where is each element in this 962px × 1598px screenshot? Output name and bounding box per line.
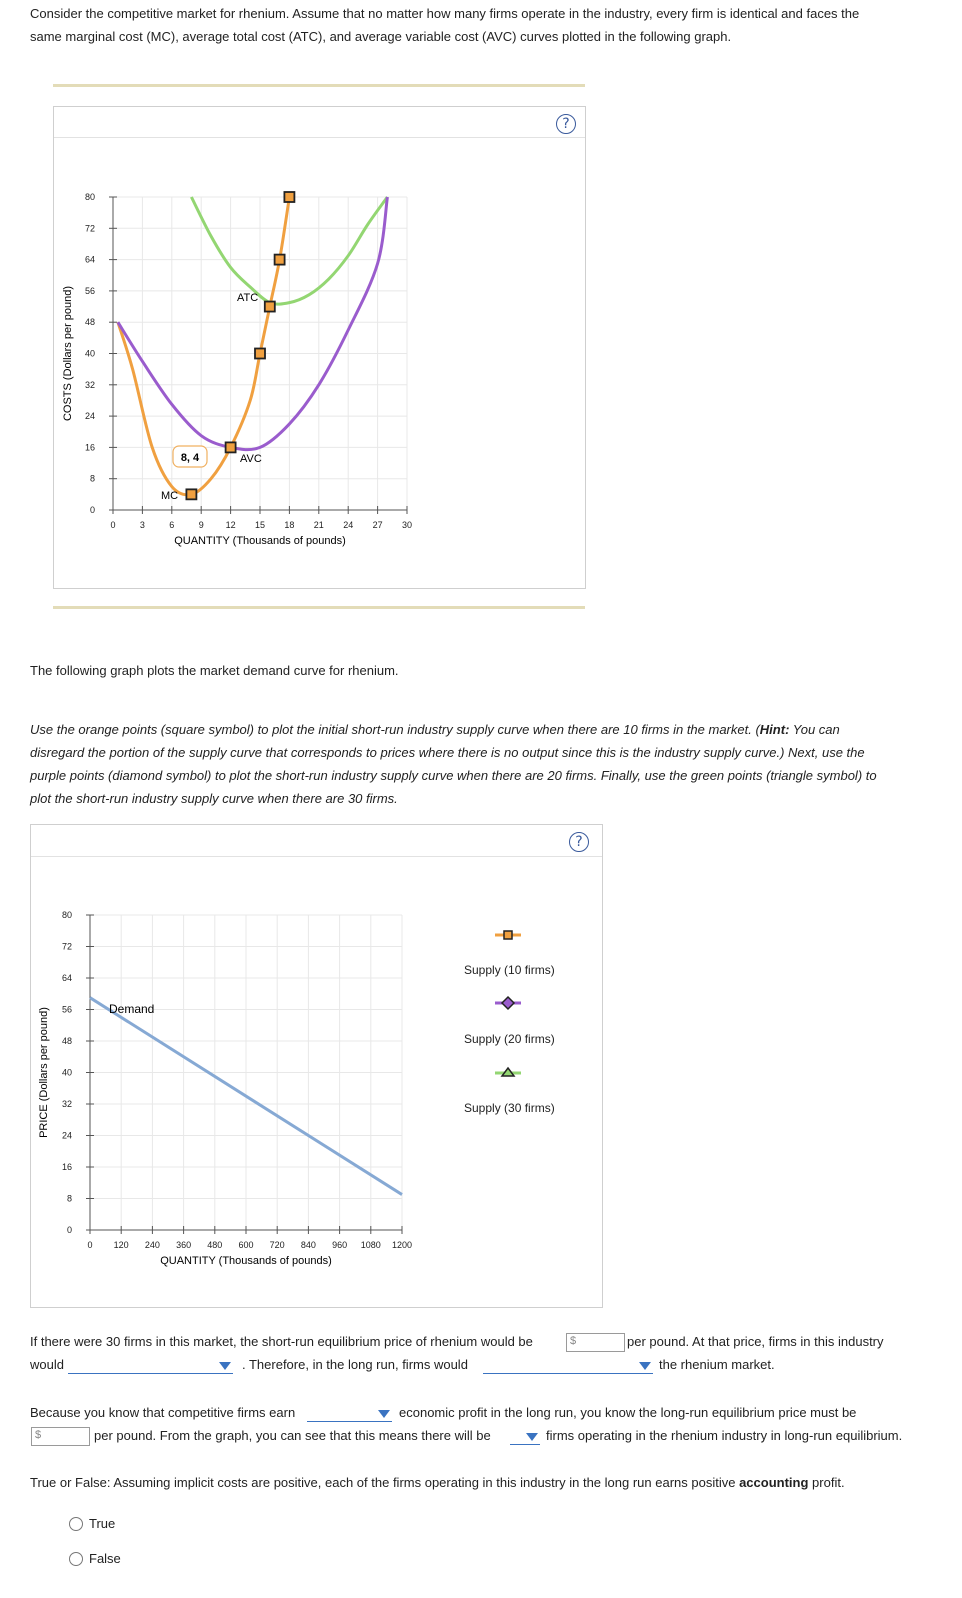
x-tick-label: 120 [113,1240,129,1250]
hint-label: Hint: [759,722,790,737]
y-tick-label: 56 [84,285,95,296]
y-tick-label: 32 [84,379,95,390]
q2-text-c: per pound. From the graph, you can see that this means there will be [94,1428,491,1443]
x-tick-label: 840 [300,1240,316,1250]
x-tick-label: 18 [284,520,295,530]
mc-point-marker[interactable] [275,255,285,265]
y-tick-label: 56 [61,1004,72,1015]
y-tick-label: 24 [84,411,95,422]
legend-supply30-label: Supply (30 firms) [464,1101,555,1115]
cost-labels [161,292,262,502]
q2-profit-type-dropdown[interactable] [307,1405,392,1422]
point-callout-label: 8, 4 [180,452,200,464]
y-tick-label: 24 [61,1130,72,1141]
currency-label: $ [570,1335,577,1347]
y-tick-label: 16 [61,1162,72,1172]
instructions-line-4: plot the short-run industry supply curve when there are 30 firms. [30,791,398,806]
y-tick-label: 80 [84,192,95,202]
chevron-down-icon [219,1362,231,1370]
x-tick-label: 30 [401,520,413,530]
x-tick-label: 0 [87,1240,93,1250]
radio-false[interactable] [69,1552,83,1566]
x-tick-label: 12 [225,520,236,530]
demand-intro: The following graph plots the market demand curve for rhenium. [30,663,399,678]
x-tick-label: 21 [313,520,324,530]
instructions-text-1a: Use the orange points (square symbol) to plot the initial short-run industry supply curve when there are 10 firms in the market. ( [30,722,760,737]
radio-true[interactable] [69,1517,83,1531]
x-tick-label: 3 [139,520,145,530]
q2-firm-count-dropdown[interactable] [510,1428,540,1445]
x-axis-title: QUANTITY (Thousands of pounds) [160,1255,332,1267]
instructions-line-1 [30,718,930,741]
q2-text-a: Because you know that competitive firms earn [30,1405,296,1420]
mc-point-marker[interactable] [186,489,196,499]
y-tick-label: 8 [66,1193,72,1204]
q1-text-a: If there were 30 firms in this market, the short-run equilibrium price of rhenium would be [30,1334,533,1349]
y-tick-label: 64 [61,973,72,983]
help-icon[interactable]: ? [556,114,576,134]
demand-grid [90,915,402,1230]
cost-chart [0,0,962,620]
x-tick-label: 9 [198,520,204,530]
x-tick-label: 1200 [391,1240,413,1250]
orange-square-icon[interactable] [504,931,512,939]
avc-label: AVC [240,453,262,465]
q3-bold: accounting [739,1475,809,1490]
q1-price-input[interactable] [566,1333,625,1352]
x-tick-label: 15 [254,520,266,530]
mc-label: MC [161,490,179,502]
x-tick-label: 27 [372,520,383,530]
legend-supply10-label: Supply (10 firms) [464,963,555,977]
mc-point-marker[interactable] [284,192,294,202]
q3-text-a: True or False: Assuming implicit costs are positive, each of the firms operating in this industry in the long run earns positive [30,1475,736,1490]
y-tick-label: 72 [84,223,95,234]
currency-label: $ [35,1429,42,1441]
chevron-down-icon [526,1433,538,1441]
demand-chart[interactable] [0,820,962,1320]
demand-label: Demand [109,1002,155,1016]
y-tick-label: 72 [61,941,72,952]
y-tick-label: 8 [89,473,95,484]
y-tick-label: 40 [84,348,95,359]
y-tick-label: 0 [66,1225,72,1235]
q3-text-b: profit. [812,1475,845,1490]
y-tick-label: 32 [61,1099,72,1109]
x-axis-title: QUANTITY (Thousands of pounds) [174,535,346,547]
legend-supply20-tool[interactable] [495,997,521,1009]
demand-labels [109,1002,154,1016]
x-tick-label: 960 [332,1240,348,1250]
x-tick-label: 480 [207,1240,223,1250]
mc-point-marker[interactable] [265,302,275,312]
x-tick-label: 360 [176,1240,192,1250]
y-tick-label: 0 [89,505,95,515]
q1-text-b: per pound. At that price, firms in this industry [627,1334,884,1349]
y-tick-label: 16 [84,442,95,453]
demand-axes [38,910,412,1267]
q1-text-d: . Therefore, in the long run, firms would [242,1357,468,1372]
mc-point-marker[interactable] [226,442,236,452]
x-tick-label: 24 [343,520,354,530]
mc-point-marker[interactable] [255,349,265,359]
y-tick-label: 80 [61,910,72,920]
instructions [30,718,930,810]
x-tick-label: 720 [269,1240,285,1250]
avc-curve [118,197,388,450]
radio-true-label: True [89,1516,116,1531]
q1-entry-exit-dropdown[interactable] [483,1357,653,1374]
legend-supply30-tool[interactable] [495,1068,521,1076]
chevron-down-icon [639,1362,651,1370]
q1-profit-dropdown[interactable] [68,1357,233,1374]
x-tick-label: 600 [238,1240,254,1250]
help-icon-2[interactable]: ? [569,832,589,852]
q2-text-b: economic profit in the long run, you know the long-run equilibrium price must be [399,1405,857,1420]
intro-line-2: same marginal cost (MC), average total cost (ATC), and average variable cost (AVC) curves plotted in the following graph. [30,29,732,44]
x-tick-label: 6 [169,520,175,530]
q3-text [30,1475,845,1490]
instructions-text-1b: You can [789,722,840,737]
radio-false-label: False [89,1551,121,1566]
q1-text-c: would [30,1357,64,1372]
q1-text-e: the rhenium market. [659,1357,775,1372]
q2-text-d: firms operating in the rhenium industry in long-run equilibrium. [546,1428,903,1443]
y-tick-label: 48 [61,1036,72,1046]
y-tick-label: 64 [84,254,95,265]
chevron-down-icon [378,1410,390,1418]
legend-supply20-label: Supply (20 firms) [464,1032,555,1046]
legend-supply10-tool[interactable] [495,931,521,939]
q2-price-input[interactable] [31,1427,90,1446]
atc-label: ATC [237,292,259,304]
cost-curves [118,197,388,495]
cost-axes [62,192,412,547]
y-axis-title: COSTS (Dollars per pound) [62,285,74,422]
x-tick-label: 240 [144,1240,160,1250]
purple-diamond-icon[interactable] [502,997,514,1009]
x-tick-label: 1080 [360,1240,381,1250]
intro-line-1: Consider the competitive market for rhenium. Assume that no matter how many firms operate in the industry, every firm is identical and faces the [30,6,860,21]
x-tick-label: 0 [110,520,116,530]
y-tick-label: 48 [84,317,95,328]
y-tick-label: 40 [61,1067,72,1078]
y-axis-title: PRICE (Dollars per pound) [38,1007,50,1138]
instructions-line-2: disregard the portion of the supply curve that corresponds to prices where there is no output since this is the industry supply curve.) Next, use the [30,745,865,760]
instructions-line-3: purple points (diamond symbol) to plot the short-run industry supply curve when there are 20 firms. Finally, use the green points (triangle symbol) to [30,768,877,783]
